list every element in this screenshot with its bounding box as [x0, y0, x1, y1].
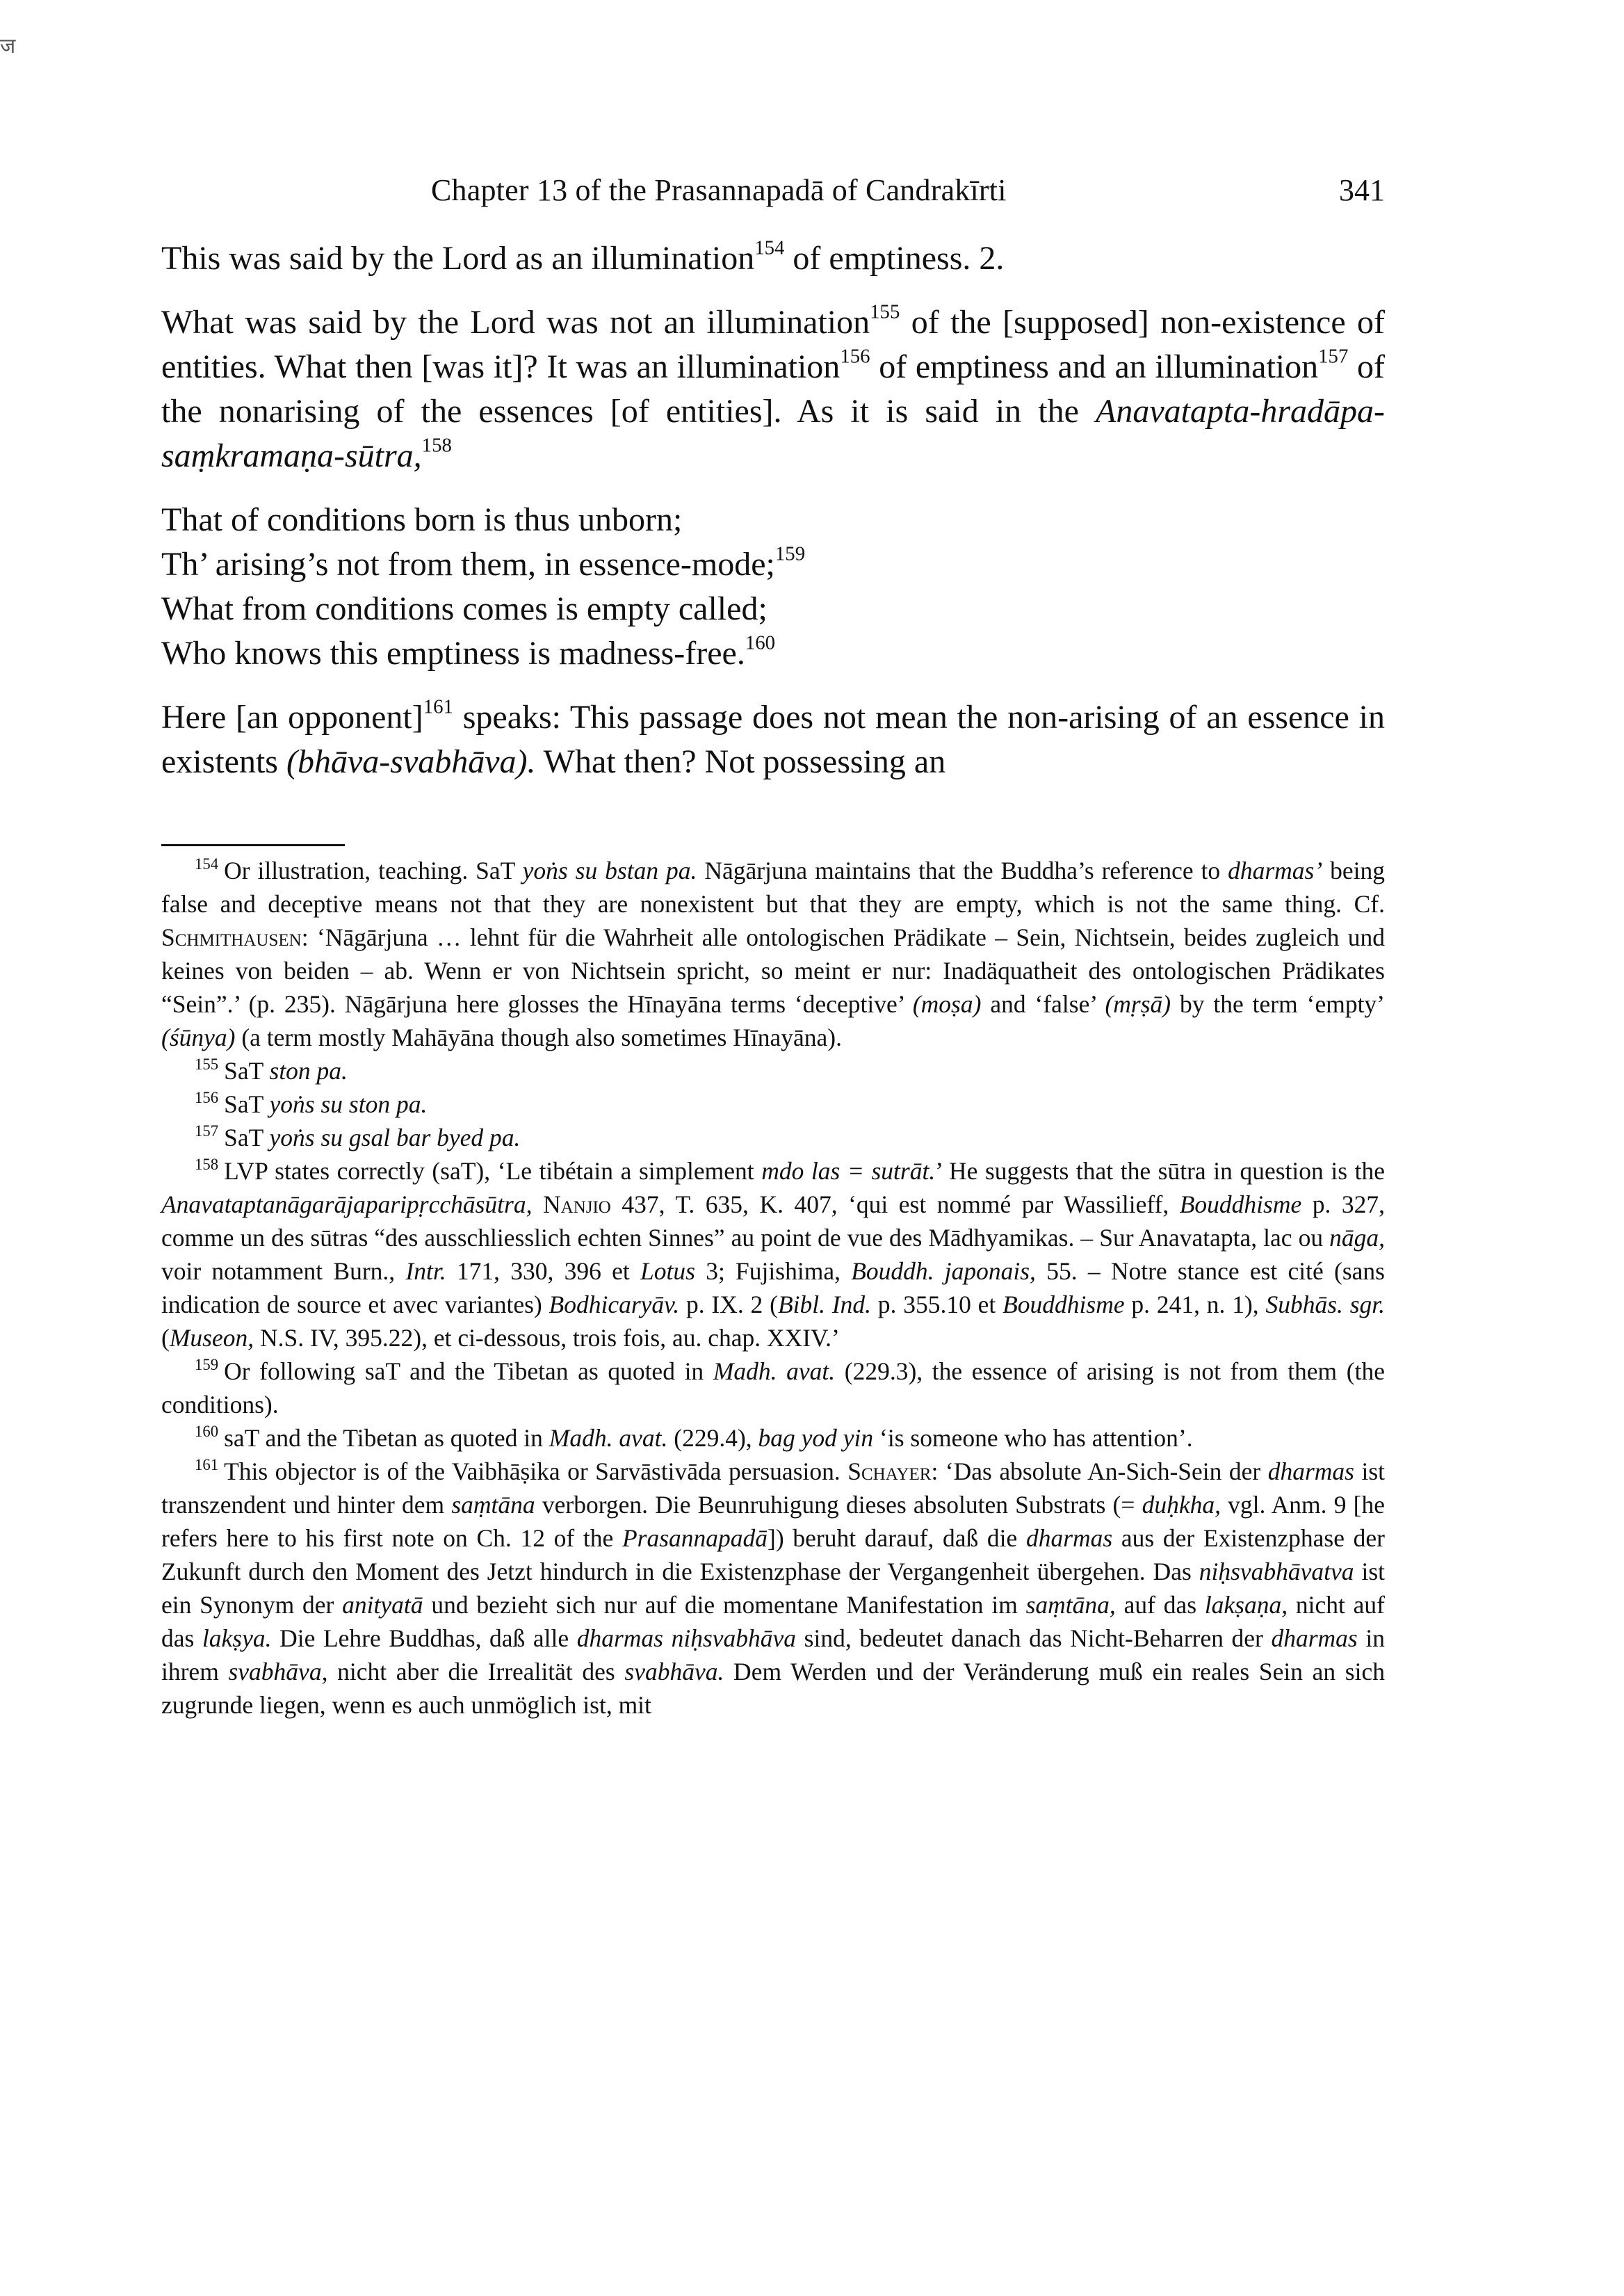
footnote-155: $^{155}$ SaT ston pa. [195, 1055, 348, 1085]
footnote-ref-156[interactable]: 156 [840, 345, 870, 368]
paragraph-3: Here [an opponent]$^{161}$ speaks: This passage does not mean the non-arising of an essence in existents (bhāva-svabhāva). What then? Not possessing an [161, 695, 1386, 780]
footnote-158: $^{158}$ LVP states correctly (saT), ‘Le tibétain a simplement mdo las = sutrāt.’ He suggests that the sūtra in question is the Anavataptanāgarājaparipṛcchāsūtra, Nanjio 437, T. 635, K. 407, ‘qui est nommé par Wassilieff, Bouddhisme p. 327, comme un des sūtras “des ausschliesslich echten Sinnes” au point de vue des Mādhyamikas. – Sur Anavatapta, lac ou nāga, voir notamment Burn., Intr. 171, 330, 396 et Lotus 3; Fujishima, Bouddh. japonais, 55. – Notre stance est cité (sans indication de source et avec variantes) Bodhicaryāv. p. IX. 2 (Bibl. Ind. p. 355.10 et Bouddhisme p. 241, n. 1), Subhās. sgr. (Museon, N.S. IV, 395.22), et ci-dessous, trois fois, au. chap. XXIV.’ [161, 1155, 1386, 1352]
verse-line-3: What from conditions comes is empty called; [161, 590, 768, 627]
footnote-161: $^{161}$ This objector is of the Vaibhāṣika or Sarvāstivāda persuasion. Schayer: ‘Das absolute An-Sich-Sein der dharmas ist transzendent und hinter dem saṃtāna verborgen. Die Beunruhigung dieses absoluten Substrats (= duḥkha, vgl. Anm. 9 [he refers here to his first note on Ch. 12 of the Prasannapadā]) beruht darauf, daß die dharmas aus der Existenzphase der Zukunft durch den Moment des Jetzt hindurch in die Existenzphase der Vergangenheit übergehen. Das niḥsvabhāvatva ist ein Synonym der anityatā und bezieht sich nur auf die momentane Manifestation im saṃtāna, auf das lakṣaṇa, nicht auf das lakṣya. Die Lehre Buddhas, daß alle dharmas niḥsvabhāva sind, bedeutet danach das Nicht-Beharren der dharmas in ihrem svabhāva, nicht aber die Irrealität des svabhāva. Dem Werden und der Veränderung muß ein reales Sein an sich zugrunde liegen, wenn es auch unmöglich ist, mit [161, 1455, 1386, 1719]
verse-line-1: That of conditions born is thus unborn; [161, 501, 683, 538]
main-text [161, 236, 1385, 804]
footnote-157: $^{157}$ SaT yoṅs su gsal bar byed pa. [195, 1122, 521, 1151]
running-title: Chapter 13 of the Prasannapadā of Candrakīrti [431, 173, 1007, 207]
footnote-156: $^{156}$ SaT yoṅs su ston pa. [195, 1088, 428, 1118]
sutra-title: Anavatapta-hradāpa-saṃkramaṇa-sūtra, [161, 393, 1385, 474]
footnote-159: $^{159}$ Or following saT and the Tibetan as quoted in Madh. avat. (229.3), the essence of arising is not from them (the conditions). [161, 1355, 1385, 1418]
paragraph-2: What was said by the Lord was not an illumination$^{155}$ of the [supposed] non-existence of entities. What then [was it]? It was an illumination$^{156}$ of emptiness and an illumination$^{157}$ of the nonarising of the essences [of entities]. As it is said in the Anavatapta-hradāpa-saṃkramaṇa-sūtra,$^{158}$ [161, 300, 1386, 474]
scan-corner-mark: ज [0, 35, 16, 58]
paragraph-1: This was said by the Lord as an illumination$^{154}$ of emptiness. 2. [161, 236, 1005, 277]
footnote-ref-158[interactable]: 158 [421, 434, 452, 457]
footnote-ref-155[interactable]: 155 [870, 300, 900, 323]
running-head [161, 172, 1385, 214]
verse-line-2: Th’ arising’s not from them, in essence-mode;$^{159}$ [161, 542, 806, 583]
footnote-rule [161, 844, 345, 846]
footnote-160: $^{160}$ saT and the Tibetan as quoted in Madh. avat. (229.4), bag yod yin ‘is someone who has attention’. [195, 1422, 1193, 1452]
footnote-ref-154[interactable]: 154 [754, 236, 785, 259]
footnote-ref-159[interactable]: 159 [774, 542, 806, 565]
footnote-ref-157[interactable]: 157 [1318, 345, 1349, 368]
footnotes [161, 854, 1385, 1722]
verse-line-4: Who knows this emptiness is madness-free.$^{160}$ [161, 631, 776, 672]
footnote-ref-160[interactable]: 160 [745, 631, 776, 654]
verse-block [161, 498, 1385, 676]
footnote-154: $^{154}$ Or illustration, teaching. SaT yoṅs su bstan pa. Nāgārjuna maintains that the Buddha’s reference to dharmas’ being false and deceptive means not that they are nonexistent but that they are empty, which is not the same thing. Cf. Schmithausen: ‘Nāgārjuna … lehnt für die Wahrheit alle ontologischen Prädikate – Sein, Nichtsein, beides zugleich und keines von beiden – ab. Wenn er von Nichtsein spricht, so meint er nur: Inadäquatheit des ontologischen Prädikates “Sein”.’ (p. 235). Nāgārjuna here glosses the Hīnayāna terms ‘deceptive’ (moṣa) and ‘false’ (mṛṣā) by the term ‘empty’ (śūnya) (a term mostly Mahāyāna though also sometimes Hīnayāna). [161, 855, 1386, 1051]
footnote-ref-161[interactable]: 161 [423, 695, 453, 718]
page-number: 341 [1339, 173, 1385, 207]
